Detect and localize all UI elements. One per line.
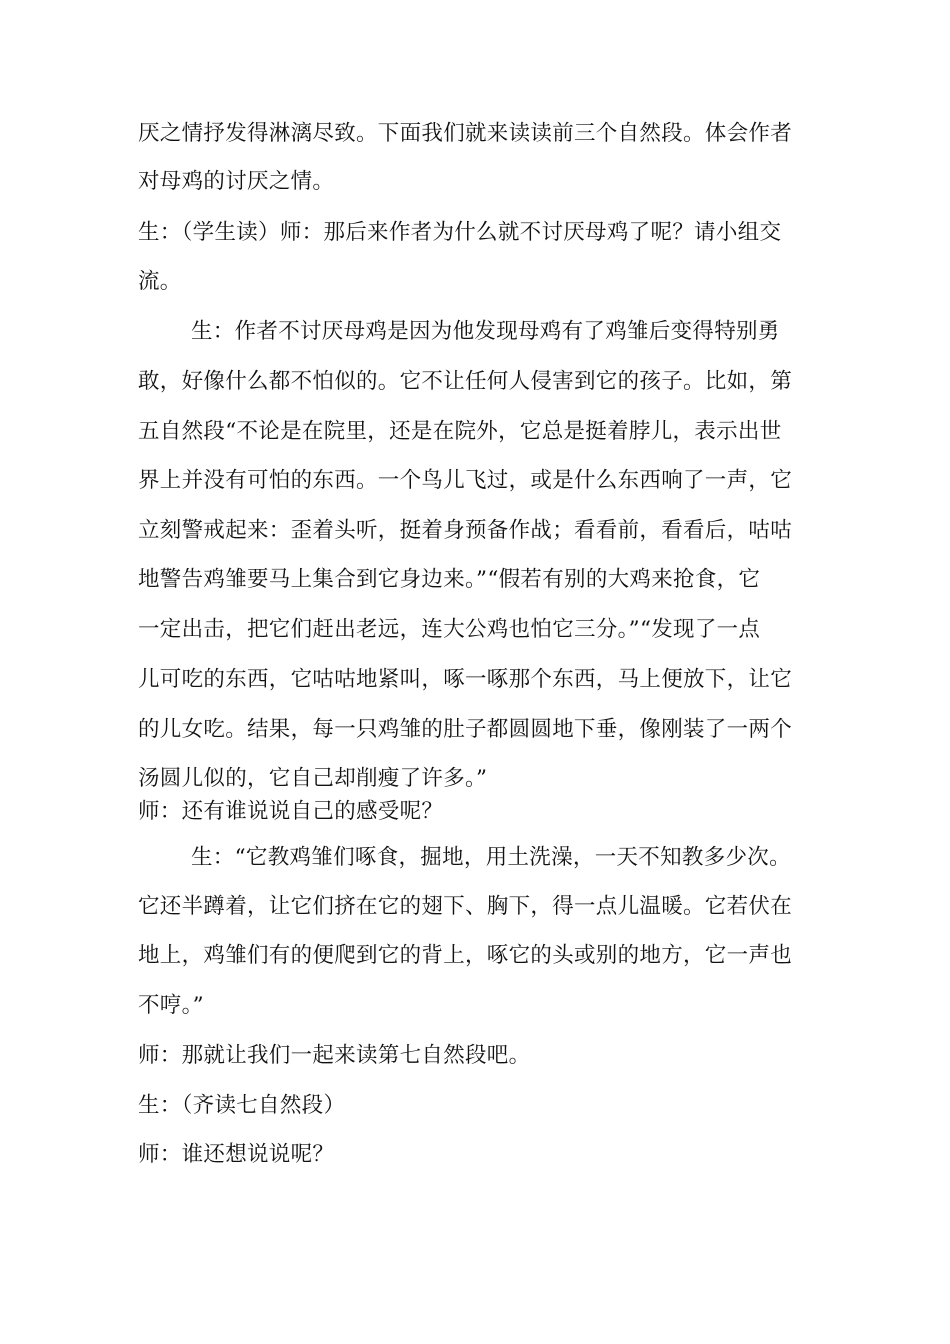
text-line-22: 师：谁还想说说呢？ — [138, 1142, 335, 1167]
text-line-17: 它还半蹲着，让它们挤在它的翅下、胸下，得一点儿温暖。它若伏在 — [138, 894, 793, 919]
text-line-1: 厌之情抒发得淋漓尽致。下面我们就来读读前三个自然段。体会作者 — [138, 121, 793, 146]
text-line-9: 立刻警戒起来：歪着头听，挺着身预备作战；看看前，看看后，咕咕 — [138, 518, 793, 543]
text-line-4: 流。 — [138, 269, 182, 294]
text-line-21: 生：（齐读七自然段） — [138, 1093, 346, 1118]
text-line-7: 五自然段“不论是在院里，还是在院外，它总是挺着脖儿，表示出世 — [138, 419, 782, 444]
text-line-15: 师：还有谁说说自己的感受呢？ — [138, 799, 444, 824]
text-line-11: 一定出击，把它们赶出老远，连大公鸡也怕它三分。”“发现了一点 — [138, 617, 761, 642]
text-line-12: 儿可吃的东西，它咕咕地紧叫，啄一啄那个东西，马上便放下，让它 — [138, 667, 793, 692]
text-line-13: 的儿女吃。结果，每一只鸡雏的肚子都圆圆地下垂，像刚装了一两个 — [138, 717, 793, 742]
text-line-14: 汤圆儿似的，它自己却削瘦了许多。” — [138, 766, 488, 791]
text-line-10: 地警告鸡雏要马上集合到它身边来。”“假若有别的大鸡来抢食，它 — [138, 567, 761, 592]
text-line-18: 地上，鸡雏们有的便爬到它的背上，啄它的头或别的地方，它一声也 — [138, 943, 793, 968]
text-line-6: 敢，好像什么都不怕似的。它不让任何人侵害到它的孩子。比如，第 — [138, 369, 793, 394]
text-line-5: 生：作者不讨厌母鸡是因为他发现母鸡有了鸡雏后变得特别勇 — [191, 319, 780, 344]
text-line-16: 生：“它教鸡雏们啄食，掘地，用土洗澡，一天不知教多少次。 — [191, 845, 791, 870]
text-line-3: 生：（学生读）师：那后来作者为什么就不讨厌母鸡了呢？请小组交 — [138, 220, 782, 245]
text-line-19: 不哼。” — [138, 993, 204, 1018]
text-line-2: 对母鸡的讨厌之情。 — [138, 169, 335, 194]
text-line-8: 界上并没有可怕的东西。一个鸟儿飞过，或是什么东西响了一声，它 — [138, 468, 793, 493]
text-line-20: 师：那就让我们一起来读第七自然段吧。 — [138, 1043, 531, 1068]
